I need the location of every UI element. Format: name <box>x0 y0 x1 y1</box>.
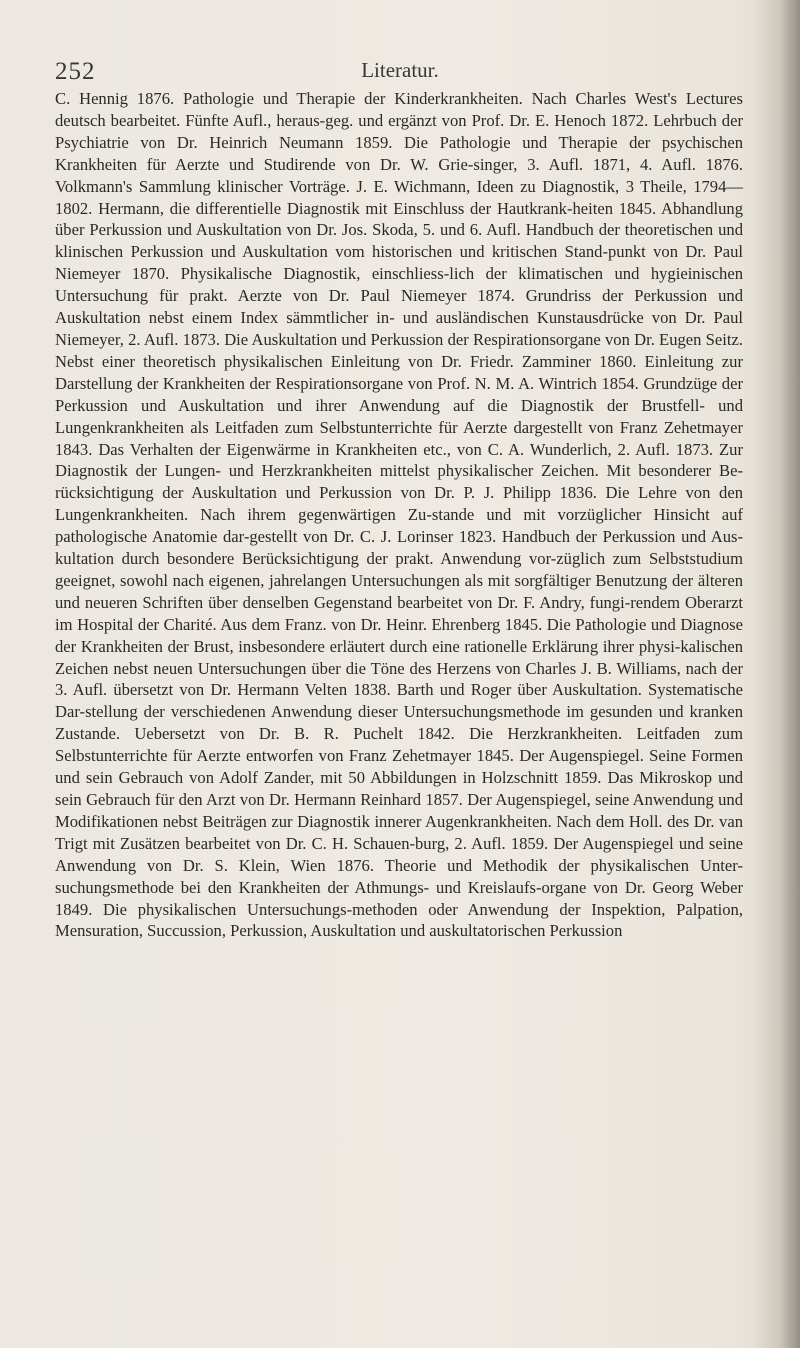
running-head: Literatur. <box>361 58 439 82</box>
page-header <box>50 50 750 86</box>
bibliography-paragraph: C. Hennig 1876. Pathologie und Therapie der Kinderkrankheiten. Nach Charles West's Lectures deutsch bearbeitet. Fünfte Aufl., heraus-geg. und ergänzt von Prof. Dr. E. Henoch 1872. Lehrbuch der Psychiatrie von Dr. Heinrich Neumann 1859. Die Pathologie und Therapie der psychischen Krankheiten für Aerzte und Studirende von Dr. W. Grie-singer, 3. Aufl. 1871, 4. Aufl. 1876. Volkmann's Sammlung klinischer Vorträge. J. E. Wichmann, Ideen zu Diagnostik, 3 Theile, 1794—1802. Hermann, die differentielle Diagnostik mit Einschluss der Hautkrank-heiten 1845. Abhandlung über Perkussion und Auskultation von Dr. Jos. Skoda, 5. und 6. Aufl. Handbuch der theoretischen und klinischen Perkussion und Auskultation vom historischen und kritischen Stand-punkt von Dr. Paul Niemeyer 1870. Physikalische Diagnostik, einschliess-lich der klimatischen und hygieinischen Untersuchung für prakt. Aerzte von Dr. Paul Niemeyer 1874. Grundriss der Perkussion und Auskultation nebst einem Index sämmtlicher in- und ausländischen Kunstausdrücke von Dr. Paul Niemeyer, 2. Aufl. 1873. Die Auskultation und Perkussion der Respirationsorgane von Dr. Eugen Seitz. Nebst einer theoretisch physikalischen Einleitung von Dr. Friedr. Zamminer 1860. Einleitung zur Darstellung der Krankheiten der Respirationsorgane von Prof. N. M. A. Wintrich 1854. Grundzüge der Perkussion und Auskultation und ihrer Anwendung auf die Diagnostik der Brustfell- und Lungenkrankheiten als Leitfaden zum Selbstunterrichte für Aerzte dargestellt von Franz Zehetmayer 1843. Das Verhalten der Eigenwärme in Krankheiten etc., von C. A. Wunderlich, 2. Aufl. 1873. Zur Diagnostik der Lungen- und Herzkrankheiten mittelst physikalischer Zeichen. Mit besonderer Be-rücksichtigung der Auskultation und Perkussion von Dr. P. J. Philipp 1836. Die Lehre von den Lungenkrankheiten. Nach ihrem gegenwärtigen Zu-stande und mit vorzüglicher Hinsicht auf pathologische Anatomie dar-gestellt von Dr. C. J. Lorinser 1823. Handbuch der Perkussion und Aus-kultation durch besondere Berücksichtigung der prakt. Anwendung vor-züglich zum Selbststudium geeignet, sowohl nach eigenen, jahrelangen Untersuchungen als mit sorgfältiger Benutzung der älteren und neueren Schriften über denselben Gegenstand bearbeitet von Dr. F. Andry, fungi-rendem Oberarzt im Hospital der Charité. Aus dem Franz. von Dr. Heinr. Ehrenberg 1845. Die Pathologie und Diagnose der Krankheiten der Brust, insbesondere erläutert durch eine rationelle Erklärung ihrer physi-kalischen Zeichen nebst neuen Untersuchungen über die Töne des Herzens von Charles J. B. Williams, nach der 3. Aufl. übersetzt von Dr. Hermann Velten 1838. Barth und Roger über Auskultation. Systematische Dar-stellung der verschiedenen Anwendung dieser Untersuchungsmethode im gesunden und kranken Zustande. Uebersetzt von Dr. B. R. Puchelt 1842. Die Herzkrankheiten. Leitfaden zum Selbstunterrichte für Aerzte entworfen von Franz Zehetmayer 1845. Der Augenspiegel. Seine Formen und sein Gebrauch von Adolf Zander, mit 50 Abbildungen in Holzschnitt 1859. Das Mikroskop und sein Gebrauch für den Arzt von Dr. Hermann Reinhard 1857. Der Augenspiegel, seine Anwendung und Modifikationen nebst Beiträgen zur Diagnostik innerer Augenkrankheiten. Nach dem Holl. des Dr. van Trigt mit Zusätzen bearbeitet von Dr. C. H. Schauen-burg, 2. Aufl. 1859. Der Augenspiegel und seine Anwendung von Dr. S. Klein, Wien 1876. Theorie und Methodik der physikalischen Unter-suchungsmethode bei den Krankheiten der Athmungs- und Kreislaufs-organe von Dr. Georg Weber 1849. Die physikalischen Untersuchungs-methoden oder Anwendung der Inspektion, Palpation, Mensuration, Succussion, Perkussion, Auskultation und auskultatorischen Perkussion <box>55 89 743 941</box>
page-binding-shadow <box>754 0 800 1348</box>
page-number: 252 <box>55 58 96 85</box>
